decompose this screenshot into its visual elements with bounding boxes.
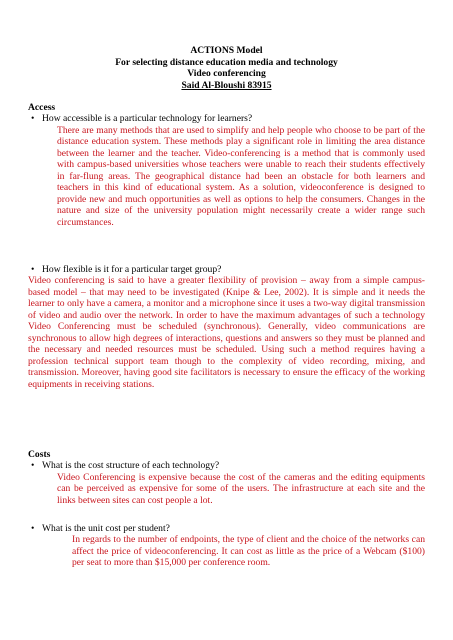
flexibility-section bbox=[28, 264, 425, 390]
question-text: What is the unit cost per student? bbox=[42, 523, 170, 534]
access-question-2 bbox=[28, 264, 425, 275]
document-title: ACTIONS Model bbox=[190, 45, 263, 56]
bullet-icon: • bbox=[31, 264, 35, 275]
bullet-icon: • bbox=[31, 523, 35, 534]
unit-cost-section bbox=[28, 523, 425, 569]
costs-question-1 bbox=[28, 460, 425, 471]
costs-answer-2: In regards to the number of endpoints, the type of client and the choice of the networks can affect the price of videoconferencing. It can cost as little as the price of a Webcam ($100) per seat to more than $15,000 per conference room. bbox=[72, 534, 425, 569]
access-answer-1: There are many methods that are used to simplify and help people who choose to be part of the distance education system. These methods play a significant role in limiting the area distance between the learner and the teacher. Video-conferencing is a method that is commonly used with campus-based universities whose teachers were unable to reach their students effectively in far-flung areas. The geographical distance had been an obstacle for both learners and teachers in this kind of educational system. As a solution, videoconference is designed to provide new and much opportunities as well as options to help the consumers. Changes in the nature and size of the university population might necessarily create a wider range such circumstances. bbox=[57, 124, 425, 228]
access-question-1 bbox=[28, 113, 425, 124]
costs-question-2 bbox=[28, 523, 425, 534]
access-heading: Access bbox=[28, 102, 56, 113]
access-answer-2: Video conferencing is said to have a greater flexibility of provision – away from a simple campus-based model – that may need to be investigated (Knipe & Lee, 2002). It is simple and it needs the learner to only have a camera, a monitor and a microphone since it uses a two-way digital transmission of video and audio over the network. In order to have the maximum advantages of such a technology Video Conferencing must be scheduled (synchronous). Generally, video communications are synchronous to allow high degrees of interactions, questions and answers so they must be planned and the necessary and needed resources must be scheduled. Using such a method requires having a profession technical support team though to the complexity of video recording, mixing, and transmission. Moreover, having good site facilitators is necessary to ensure the efficacy of the working equipments in receiving stations. bbox=[28, 275, 425, 390]
question-text: How flexible is it for a particular target group? bbox=[42, 264, 222, 275]
question-text: What is the cost structure of each technology? bbox=[42, 460, 220, 472]
bullet-icon: • bbox=[31, 460, 35, 472]
costs-heading: Costs bbox=[28, 449, 51, 460]
document-subtitle: For selecting distance education media and technology bbox=[115, 56, 338, 68]
title-block bbox=[0, 45, 453, 91]
costs-answer-1: Video Conferencing is expensive because the cost of the cameras and the editing equipments can be perceived as expensive for some of the users. The infrastructure at each site and the links between sites can cost people a lot. bbox=[57, 471, 425, 506]
author-line: Said Al-Bloushi 83915 bbox=[181, 79, 272, 91]
access-section bbox=[28, 102, 425, 228]
document-topic: Video conferencing bbox=[187, 68, 266, 79]
question-text: How accessible is a particular technology for learners? bbox=[42, 113, 253, 125]
costs-section bbox=[28, 449, 425, 506]
bullet-icon: • bbox=[31, 113, 35, 125]
